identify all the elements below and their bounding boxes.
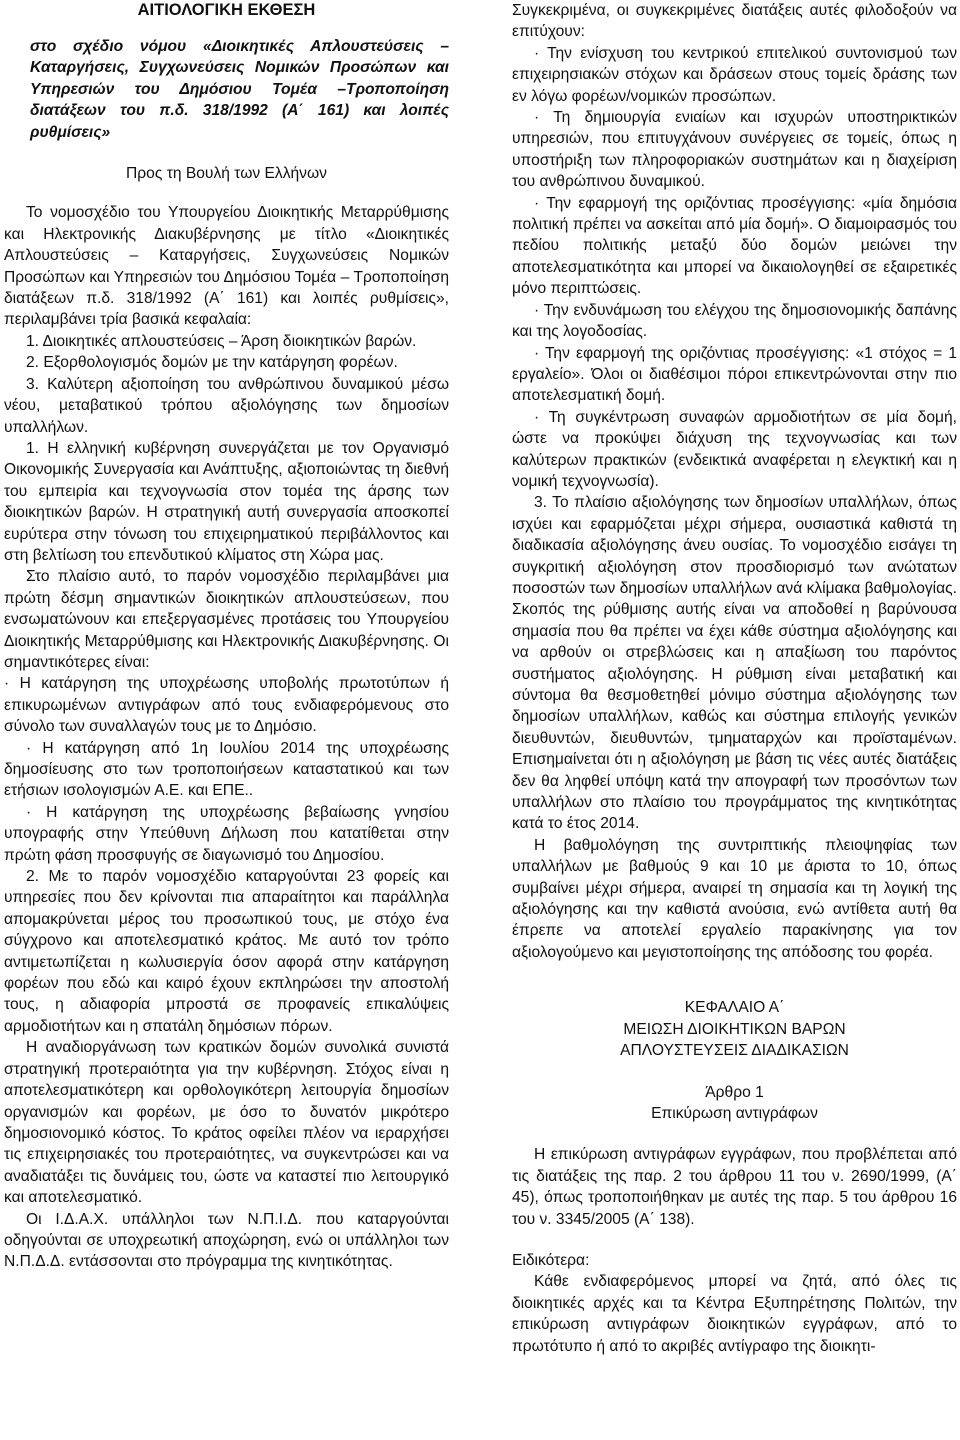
- spacer: [512, 1230, 957, 1250]
- paragraph: Κάθε ενδιαφερόμενος μπορεί να ζητά, από όλες τις διοικητικές αρχές και τα Κέντρα Εξυπηρέτησης Πολιτών, την επικύρωση αντιγράφων διοικητικών εγγράφων, από το πρωτότυπο ή από το ακριβές αντίγραφο της διοικητι-: [512, 1273, 957, 1355]
- paragraph: 2. Με το παρόν νομοσχέδιο καταργούνται 23 φορείς και υπηρεσίες που δεν κρίνονται πια απαραίτητοι και παράλληλα απομακρύνεται μέρος του προσωπικού τους, με στόχο ένα σύγχρονο και αποτελεσματικό κράτος. Με αυτό τον τρόπο αντιμετωπίζεται η κωλυσιεργία όσον αφορά στην κατάργηση φορέων που εδώ και καιρό έχουν εκπληρώσει την αποστολή τους, η αδιαφορία μπροστά σε προφανείς επικαλύψεις αρμοδιοτήτων και η σπατάλη δημόσιων πόρων.: [4, 868, 449, 1035]
- bullet-item: · Την εφαρμογή της οριζόντιας προσέγγισης: «1 στόχος = 1 εργαλείο». Όλοι οι διαθέσιμοι πόροι επικεντρώνονται στην πιο αποτελεσματική δομή.: [512, 344, 957, 405]
- bullet-item: · Η κατάργηση της υποχρέωσης υποβολής πρωτοτύπων ή επικυρωμένων αντιγράφων από τους ενδιαφερόμενους στο σύνολο των συναλλαγών τους με το Δημόσιο.: [4, 675, 449, 736]
- bullet-item: · Την ενίσχυση του κεντρικού επιτελικού συντονισμού των επιχειρησιακών στόχων και δράσεων στους τομείς δράσης των εν λόγω φορέων/νομικών προσώπων.: [512, 44, 957, 105]
- bullet-item: · Τη δημιουργία ενιαίων και ισχυρών υποστηρικτικών υπηρεσιών, που επιτυγχάνουν συνέργειες σε τομείς, όπως η υποστήριξη των πληροφοριακών συστημάτων και η διαχείριση του ανθρώπινου δυναμικού.: [512, 109, 957, 191]
- addressee: Προς τη Βουλή των Ελλήνων: [126, 165, 327, 183]
- paragraph: Η επικύρωση αντιγράφων εγγράφων, που προβλέπεται από τις διατάξεις της παρ. 2 του άρθρου 11 του ν. 2690/1999, (Α΄ 45), όπως τροποποιήθηκαν με αυτές της παρ. 5 του άρθρου 16 του ν. 3345/2005 (Α΄ 138).: [512, 1146, 957, 1228]
- bullet-item: · Την ενδυνάμωση του ελέγχου της δημοσιονομικής δαπάνης και της λογοδοσίας.: [512, 301, 957, 341]
- bullet-item: · Η κατάργηση της υποχρέωσης βεβαίωσης γνησίου υπογραφής στην Υπεύθυνη Δήλωση που κατατίθεται στην πρώτη φάση προσφυγής σε διαγωνισμό του Δημοσίου.: [4, 803, 449, 864]
- bill-subtitle: στο σχέδιο νόμου «Διοικητικές Απλουστεύσεις – Καταργήσεις, Συγχωνεύσεις Νομικών Προσώπων και Υπηρεσιών του Δημόσιου Τομέα –Τροποποίηση διατάξεων του π.δ. 318/1992 (Α΄ 161) και λοιπές ρυθμίσεις»: [30, 38, 449, 141]
- paragraph: 1. Η ελληνική κυβέρνηση συνεργάζεται με τον Οργανισμό Οικονομικής Συνεργασία και Ανάπτυξης, αξιοποιώντας τη διεθνή του εμπειρία και τεχνογνωσία στον τομέα της άρσης των διοικητικών βαρών. Η στρατηγική αυτή συνεργασία αποσκοπεί ευρύτερα στην τόνωση του επιχειρηματικού περιβάλλοντος και στη βελτίωση του επενδυτικού κλίματος στη Χώρα μας.: [4, 439, 449, 564]
- chapter-heading: ΜΕΙΩΣΗ ΔΙΟΙΚΗΤΙΚΩΝ ΒΑΡΩΝ: [623, 1020, 846, 1038]
- document-title: ΑΙΤΙΟΛΟΓΙΚΗ ΕΚΘΕΣΗ: [137, 1, 316, 19]
- paragraph: Η βαθμολόγηση της συντριπτικής πλειοψηφίας των υπαλλήλων με βαθμούς 9 και 10 με άριστα το 10, όπως συμβαίνει μέχρι σήμερα, αναιρεί τη σημασία και τη λογική της αξιολόγησης και την καθιστά ανούσια, ενώ αντίθετα αυτή θα έπρεπε να αποτελεί εργαλείο παρακίνησης για τον αξιολογούμενο και μεγιστοποίησης της απόδοσης του φορέα.: [512, 836, 957, 961]
- bullet-item: · Τη συγκέντρωση συναφών αρμοδιοτήτων σε μία δομή, ώστε να προκύψει διάχυση της τεχνογνωσίας και των καλύτερων πρακτικών (ενδεικτικά αναφέρεται η ελεγκτική και η νομική τεχνογνωσία).: [512, 408, 957, 490]
- list-item: 3. Καλύτερη αξιοποίηση του ανθρώπινου δυναμικού μέσω νέου, μεταβατικού τρόπου αξιολόγησης των δημοσίων υπαλλήλων.: [4, 375, 449, 436]
- chapter-heading: ΑΠΛΟΥΣΤΕΥΣΕΙΣ ΔΙΑΔΙΚΑΣΙΩΝ: [620, 1042, 849, 1060]
- specifically-label: Ειδικότερα:: [512, 1251, 590, 1269]
- spacer: [512, 1124, 957, 1144]
- list-item: 1. Διοικητικές απλουστεύσεις – Άρση διοικητικών βαρών.: [26, 332, 417, 350]
- paragraph: Οι Ι.Δ.Α.Χ. υπάλληλοι των Ν.Π.Ι.Δ. που καταργούνται οδηγούνται σε υποχρεωτική αποχώρηση, ενώ οι υπάλληλοι των Ν.Π.Δ.Δ. εντάσσονται στο πρόγραμμα της κινητικότητας.: [4, 1210, 449, 1271]
- left-column: [4, 0, 449, 1273]
- chapter-heading: ΚΕΦΑΛΑΙΟ Α΄: [684, 999, 785, 1017]
- paragraph: Στο πλαίσιο αυτό, το παρόν νομοσχέδιο περιλαμβάνει μια πρώτη δέσμη σημαντικών διοικητικών απλουστεύσεων, που ενσωματώνουν και επεξεργασμένες προτάσεις του Υπουργείου Διοικητικής Μεταρρύθμισης και Ηλεκτρονικής Διακυβέρνησης. Οι σημαντικότερες είναι:: [4, 568, 449, 671]
- bullet-item: · Η κατάργηση από 1η Ιουλίου 2014 της υποχρέωσης δημοσίευσης στο των τροποποιήσεων καταστατικού και των ετήσιων ισολογισμών Α.Ε. και ΕΠΕ..: [4, 739, 449, 800]
- article-title: Επικύρωση αντιγράφων: [651, 1104, 818, 1122]
- list-item: 2. Εξορθολογισμός δομών με την κατάργηση φορέων.: [26, 354, 398, 372]
- paragraph: 3. Το πλαίσιο αξιολόγησης των δημοσίων υπαλλήλων, όπως ισχύει και εφαρμόζεται μέχρι σήμερα, ουσιαστικά καθιστά τη διαδικασία αξιολόγησης άνευ ουσίας. Το νομοσχέδιο εισάγει τη συγκριτική αξιολόγηση στον προσδιορισμό των ανώτατων ποσοστών των δημοσίων υπαλλήλων ανά κλίμακα βαθμολογίας. Σκοπός της ρύθμισης αυτής είναι να αποδοθεί η βαρύνουσα σημασία που θα πρέπει να έχει κάθε σύστημα αξιολόγησης και να αρθούν οι στρεβλώσεις και η απαξίωση του παρόντος συστήματος αξιολόγησης. Η ρύθμιση είναι μεταβατική και σύντομα θα θεσμοθετηθεί μόνιμο σύστημα αξιολόγησης των δημοσίων υπαλλήλων, καθώς και σύστημα επιλογής γενικών διευθυντών, διευθυντών, τμηματαρχών και προϊσταμένων. Επισημαίνεται ότι η αξιολόγηση με βάση τις νέες αυτές διατάξεις δεν θα ληφθεί υπόψη κατά την απογραφή των προσόντων των υπαλλήλων στο πλαίσιο του προγράμματος της κινητικότητας κατά το έτος 2014.: [512, 494, 957, 833]
- spacer: [512, 983, 957, 997]
- paragraph: Συγκεκριμένα, οι συγκεκριμένες διατάξεις αυτές φιλοδοξούν να επιτύχουν:: [512, 2, 957, 41]
- spacer: [512, 1062, 957, 1082]
- right-column: [512, 0, 957, 1357]
- bullet-item: · Την εφαρμογή της οριζόντιας προσέγγισης: «μία δημόσια πολιτική πρέπει να ασκείται από μία δομή». Ο διαμοιρασμός του πεδίου πολιτικής μεταξύ δύο δομών μειώνει την αποτελεσματικότητα και μπορεί να δικαιολογηθεί σε εξαιρετικές μόνο περιπτώσεις.: [512, 194, 957, 298]
- spacer: [512, 963, 957, 983]
- article-number: Άρθρο 1: [705, 1083, 764, 1101]
- paragraph: Η αναδιοργάνωση των κρατικών δομών συνολικά συνιστά στρατηγική προτεραιότητα για την κυβέρνηση. Στόχος είναι η αποτελεσματικότερη και ορθολογικότερη λειτουργία δημοσίων οργανισμών και φορέων, με όσο το δυνατόν μικρότερο δημοσιονομικό κόστος. Το κράτος οφείλει πλέον να ιεραρχήσει τις επιχειρησιακές του προτεραιότητες, να συγκεντρώσει και να αναδιατάξει τις δυνάμεις του, ώστε να καταστεί πιο λειτουργικό και αποτελεσματικό.: [4, 1039, 449, 1207]
- paragraph: Το νομοσχέδιο του Υπουργείου Διοικητικής Μεταρρύθμισης και Ηλεκτρονικής Διακυβέρνησης με τίτλο «Διοικητικές Απλουστεύσεις – Καταργήσεις, Συγχωνεύσεις Νομικών Προσώπων και Υπηρεσιών του Δημόσιου Τομέα – Τροποποίηση διατάξεων π.δ. 318/1992 (Α΄ 161) και λοιπές ρυθμίσεις», περιλαμβάνει τρία βασικά κεφαλαία:: [4, 204, 449, 329]
